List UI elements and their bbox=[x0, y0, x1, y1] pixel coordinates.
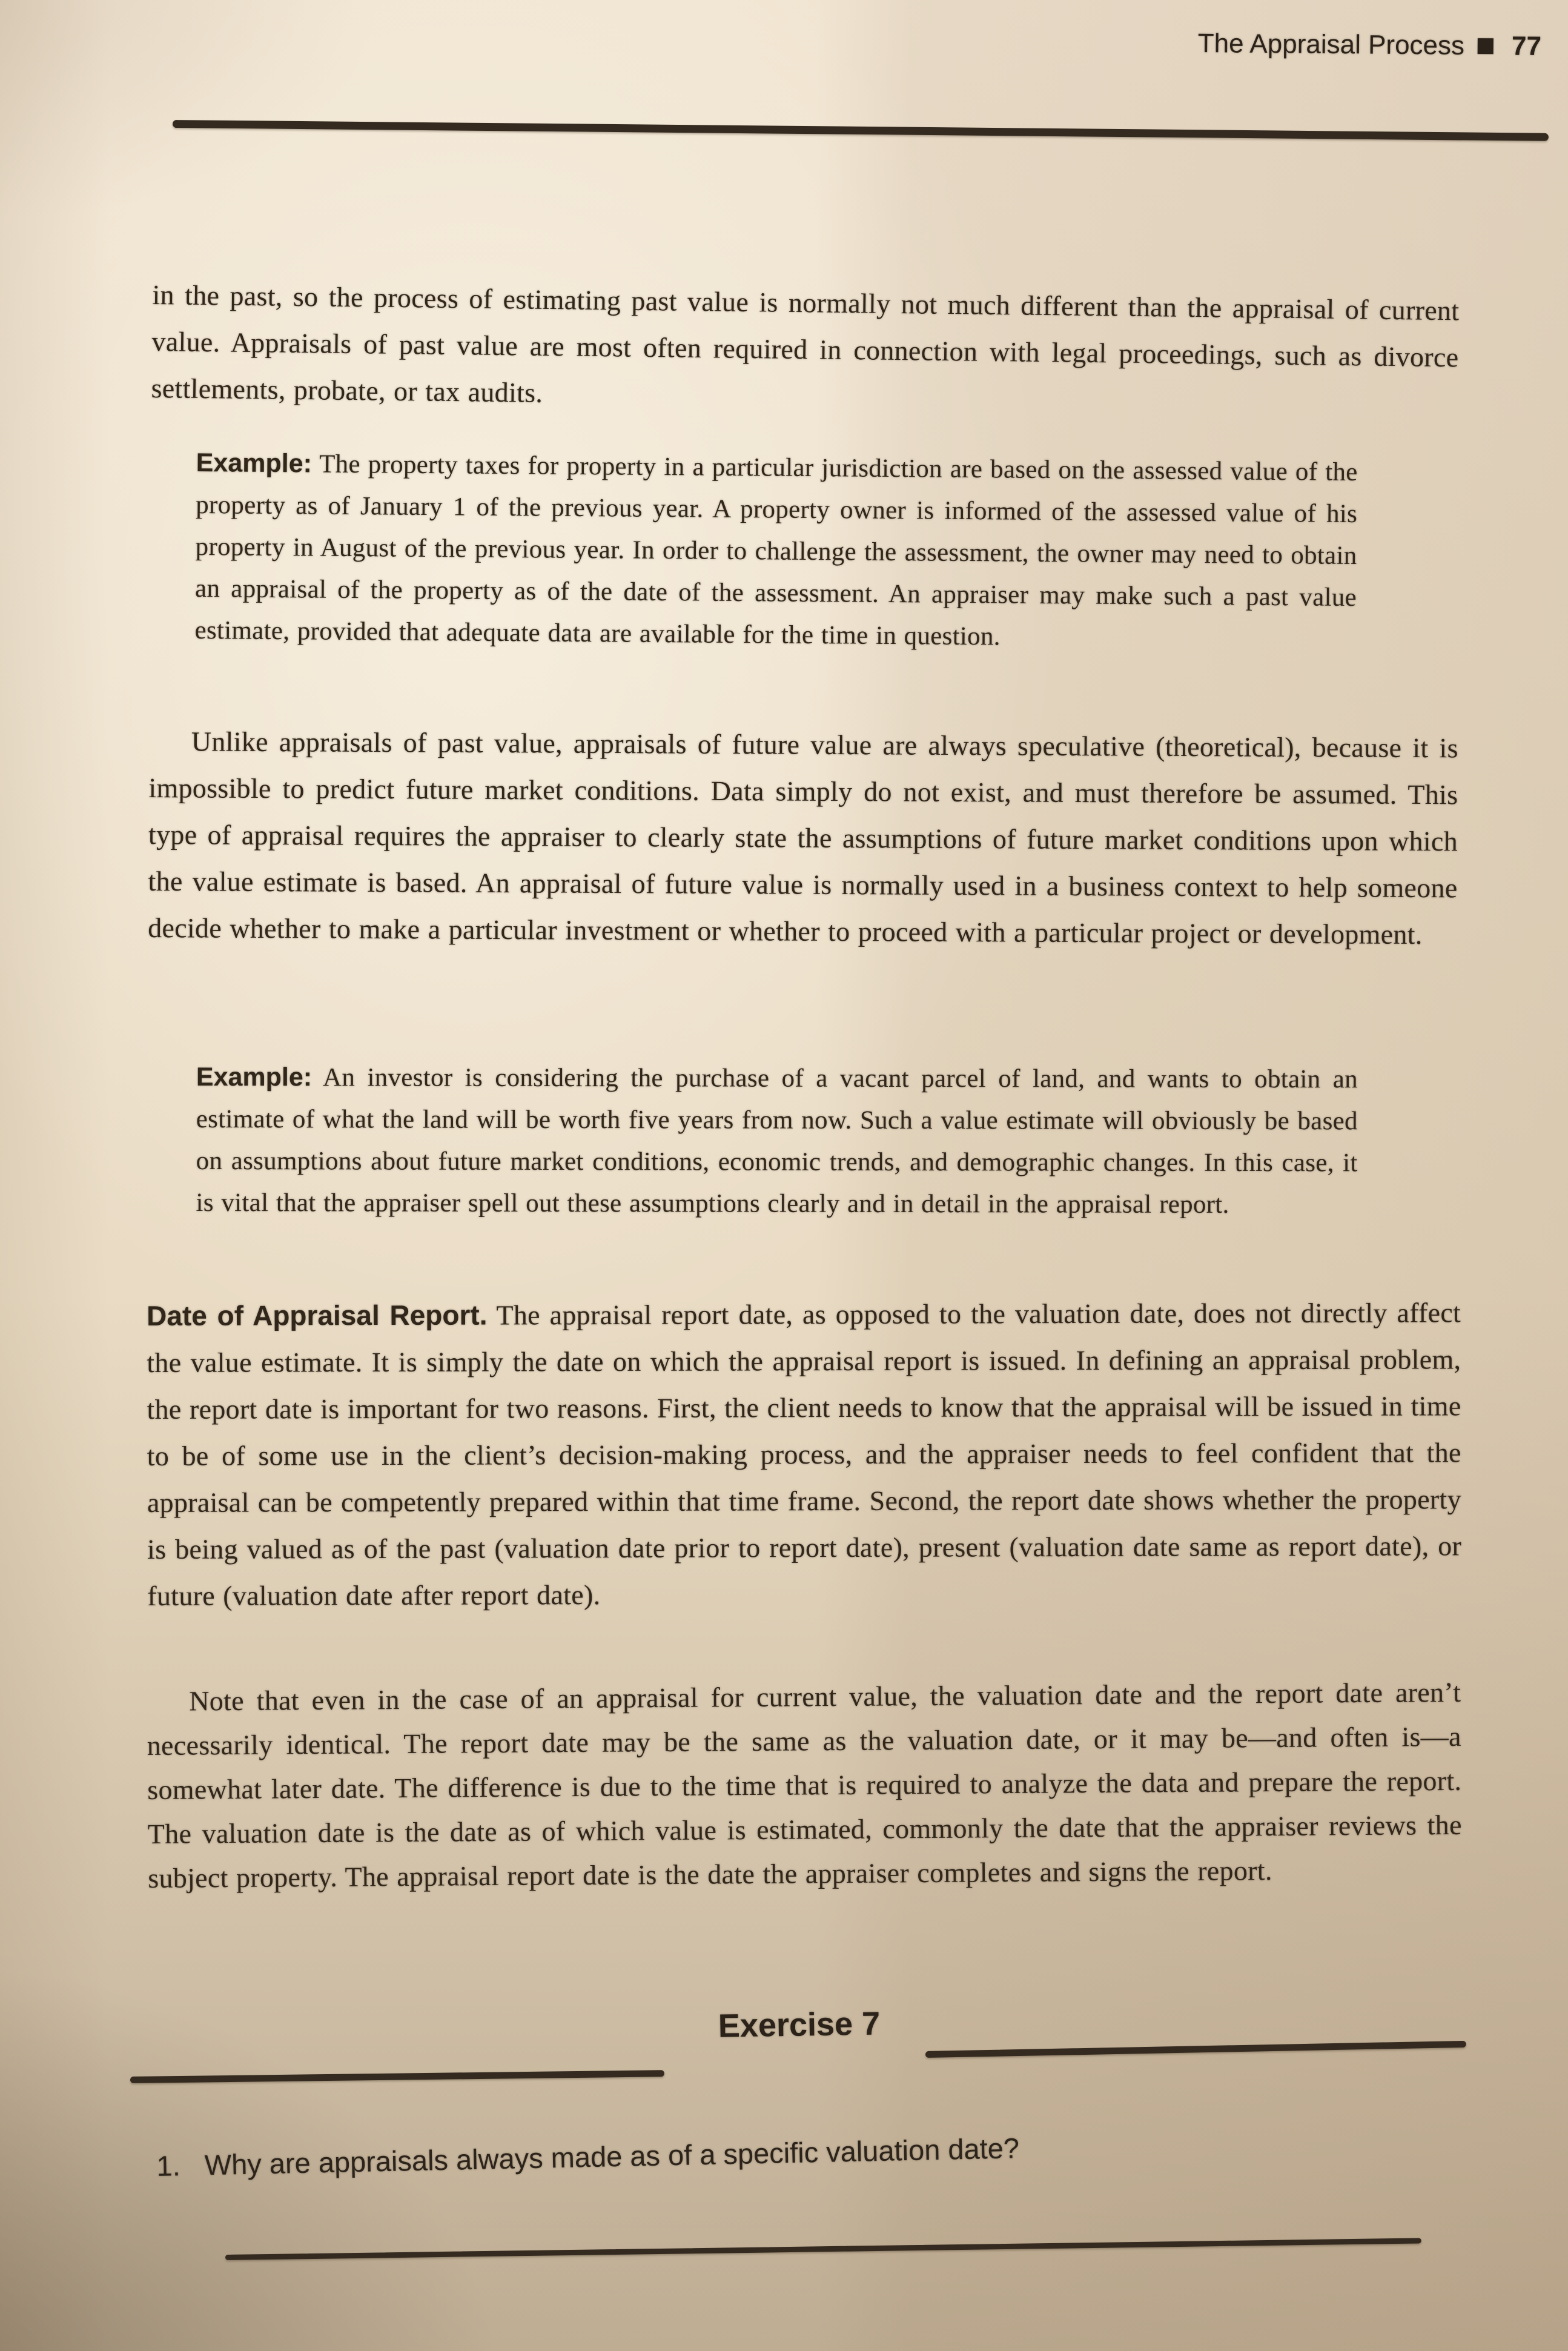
example-1-text: The property taxes for property in a particular jurisdiction are based on the assessed value of the property as of January 1 of the previous year. A property owner is informed of the assessed value of his property in August of the previous year. In order to challenge the assessment, the owner may need to obtain an appraisal of the property as of the date of the assessment. An appraiser may make such a past value estimate, provided that adequate data are available for the time in question. bbox=[194, 449, 1358, 651]
paragraph-future-value-text: Unlike appraisals of past value, appraisals of future value are always speculative (theoretical), because it is impossible to predict future market conditions. Data simply do not exist, and must therefore be assumed. This type of appraisal requires the appraiser to clearly state the assumptions of future market conditions upon which the value estimate is based. An appraisal of future value is normally used in a business context to help someone decide whether to make a particular investment or whether to proceed with a particular project or development. bbox=[148, 726, 1458, 950]
paragraph-date-of-report bbox=[147, 1289, 1461, 1619]
question-text: Why are appraisals always made as of a specific valuation date? bbox=[204, 2132, 1020, 2181]
example-1-label: Example: bbox=[196, 448, 313, 479]
page-header bbox=[1197, 28, 1541, 62]
date-of-report-heading: Date of Appraisal Report. bbox=[147, 1299, 488, 1331]
header-rule bbox=[173, 120, 1549, 141]
exercise-rule-right bbox=[925, 2041, 1466, 2058]
example-block-2 bbox=[196, 1056, 1358, 1225]
question-item bbox=[156, 2122, 1459, 2183]
paragraph-future-value bbox=[148, 718, 1458, 958]
paragraph-continuation bbox=[151, 271, 1460, 427]
answer-line bbox=[225, 2238, 1421, 2260]
example-block-1 bbox=[194, 442, 1358, 660]
exercise-title-text: Exercise 7 bbox=[718, 2005, 881, 2044]
example-2-text: An investor is considering the purchase of a vacant parcel of land, and wants to obtain an estimate of what the land will be worth five years from now. Such a value estimate will obviously be based on assumptions about future market conditions, economic trends, and demographic changes. In this case, it is vital that the appraiser spell out these assumptions clearly and in detail in the appraisal report. bbox=[196, 1063, 1358, 1219]
example-2-label: Example: bbox=[196, 1063, 313, 1092]
paragraph-note-text: Note that even in the case of an appraisal for current value, the valuation date and the report date aren’t necessarily identical. The report date may be the same as the valuation date, or it may be—and often is—a somewhat later date. The difference is due to the time that is required to analyze the data and prepare the report. The valuation date is the date as of which value is estimated, commonly the date that the appraiser reviews the subject property. The appraisal report date is the date the appraiser completes and signs the report. bbox=[147, 1676, 1462, 1894]
header-page-number: 77 bbox=[1511, 31, 1541, 61]
exercise-rule-left bbox=[130, 2070, 664, 2083]
header-title: The Appraisal Process bbox=[1197, 28, 1465, 61]
question-number: 1. bbox=[156, 2149, 181, 2182]
paragraph-note bbox=[147, 1670, 1462, 1900]
paragraph-date-of-report-text: The appraisal report date, as opposed to the valuation date, does not directly affect the value estimate. It is simply the date on which the appraisal report is issued. In defining an appraisal problem, the report date is important for two reasons. First, the client needs to know that the appraisal will be issued in time to be of some use in the client’s decision-making process, and the appraiser needs to feel confident that the appraisal can be competently prepared within that time frame. Second, the report date shows whether the property is being valued as of the past (valuation date prior to report date), present (valuation date same as report date), or future (valuation date after report date). bbox=[147, 1297, 1462, 1611]
paragraph-continuation-text: in the past, so the process of estimating past value is normally not much different than the appraisal of current value. Appraisals of past value are most often required in connection with legal proceedings, such as divorce settlements, probate, or tax audits. bbox=[151, 279, 1460, 408]
square-bullet-icon bbox=[1478, 38, 1494, 54]
